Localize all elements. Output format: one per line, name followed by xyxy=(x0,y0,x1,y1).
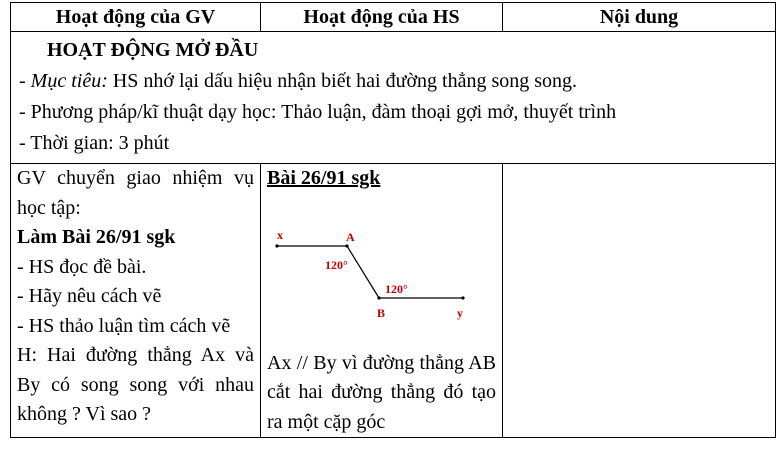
activity-row xyxy=(11,164,776,438)
gv-line-1: GV chuyển giao nhiệm vụ học tập: xyxy=(17,167,254,219)
intro-objective: - Mục tiêu: HS nhớ lại dấu hiệu nhận biết hai đường thẳng song song. xyxy=(19,70,578,92)
point-a xyxy=(345,244,348,247)
angle-a-label: 120° xyxy=(325,257,348,272)
gv-line-2: Làm Bài 26/91 sgk xyxy=(17,226,176,248)
gv-line-4: - Hãy nêu cách vẽ xyxy=(17,285,162,307)
label-x: x xyxy=(277,227,283,242)
parallel-lines-figure xyxy=(267,219,497,349)
gv-line-6: H: Hai đường thẳng Ax và By có song song với nhau không ? Vì sao ? xyxy=(17,344,254,425)
label-b: B xyxy=(377,305,386,320)
intro-heading: HOẠT ĐỘNG MỞ ĐẦU xyxy=(47,39,259,61)
gv-line-5: - HS thảo luận tìm cách vẽ xyxy=(17,314,231,337)
angle-b-label: 120° xyxy=(385,281,408,296)
gv-cell xyxy=(11,164,261,438)
content-cell xyxy=(503,164,776,438)
intro-cell xyxy=(11,32,776,164)
segment-ab xyxy=(347,246,379,298)
header-hs: Hoạt động của HS xyxy=(261,3,503,32)
hs-answer: Ax // By vì đường thẳng AB cắt hai đường thẳng đó tạo ra một cặp góc xyxy=(267,351,496,433)
objective-label: Mục tiêu: xyxy=(30,70,108,92)
point-b xyxy=(377,296,380,299)
objective-text: HS nhớ lại dấu hiệu nhận biết hai đường thẳng song song. xyxy=(107,70,578,92)
point-x xyxy=(275,244,278,247)
label-a: A xyxy=(346,229,355,244)
figure-svg xyxy=(267,219,497,349)
header-row xyxy=(11,3,776,32)
label-y: y xyxy=(457,305,463,320)
intro-time: - Thời gian: 3 phút xyxy=(19,132,170,154)
intro-method: - Phương pháp/kĩ thuật dạy học: Thảo luận, đàm thoại gợi mở, thuyết trình xyxy=(19,101,617,123)
point-y xyxy=(461,296,464,299)
intro-row xyxy=(11,32,776,164)
header-content: Nội dung xyxy=(503,3,776,32)
header-gv: Hoạt động của GV xyxy=(11,3,261,32)
gv-line-3: - HS đọc đề bài. xyxy=(17,255,147,278)
lesson-table xyxy=(10,2,776,438)
hs-cell xyxy=(261,164,503,438)
hs-title: Bài 26/91 sgk xyxy=(267,167,381,189)
